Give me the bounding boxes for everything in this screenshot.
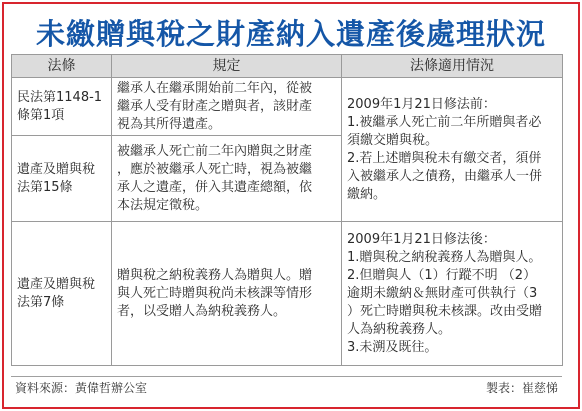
law-text: 遺產及贈與稅 法第7條 xyxy=(17,276,96,310)
page-title: 未繳贈與稅之財產納入遺產後處理狀況 xyxy=(35,17,546,51)
law-table xyxy=(11,54,563,366)
applicability-cell xyxy=(342,222,563,366)
rule-text: 贈與稅之納稅義務人為贈與人。贈 與人死亡時贈與稅尚未核課等情形 者，以受贈人為納稅義務人。 xyxy=(117,267,313,319)
rule-cell xyxy=(112,222,342,366)
header-applicability: 法條適用情況 xyxy=(342,55,563,78)
rule-cell xyxy=(112,78,342,136)
law-text: 民法第1148-1 條第1項 xyxy=(17,89,103,123)
law-cell xyxy=(12,78,112,136)
applicability-text: 2009年1月21日修法前： 1.被繼承人死亡前二年所贈與者必 須繳交贈與稅。 2.若上述贈與稅未有繳交者，須併 入被繼承人之債務，由繼承人一併 繳納。 xyxy=(347,96,543,202)
rule-text: 繼承人在繼承開始前二年內，從被 繼承人受有財產之贈與者，該財產 視為其所得遺產。 xyxy=(117,80,313,132)
rule-text: 被繼承人死亡前二年內贈與之財產 ，應於被繼承人死亡時，視為被繼 承人之遺產，併入其遺產總額，依 本法規定徵稅。 xyxy=(117,143,313,213)
header-law: 法條 xyxy=(12,55,112,78)
applicability-text: 2009年1月21日修法後： 1.贈與稅之納稅義務人為贈與人。 2.但贈與人（1）行蹤不明 （2） 逾期未繳納＆無財產可供執行（3 ）死亡時贈與稅未核課。改由受贈 人為納稅義務人。 3.未溯及既往。 xyxy=(347,231,543,355)
header-rule: 規定 xyxy=(112,55,342,78)
law-text: 遺產及贈與稅 法第15條 xyxy=(17,161,96,195)
table-row xyxy=(12,222,563,366)
maker-credit: 製表：崔慈悌 xyxy=(485,381,558,395)
law-cell xyxy=(12,136,112,222)
law-cell xyxy=(12,222,112,366)
table-row xyxy=(12,78,563,136)
applicability-cell xyxy=(342,78,563,222)
source-credit: 資料來源：黃偉哲辦公室 xyxy=(15,381,148,395)
footer-bar xyxy=(11,376,562,395)
rule-cell xyxy=(112,136,342,222)
table-header-row xyxy=(12,55,563,78)
